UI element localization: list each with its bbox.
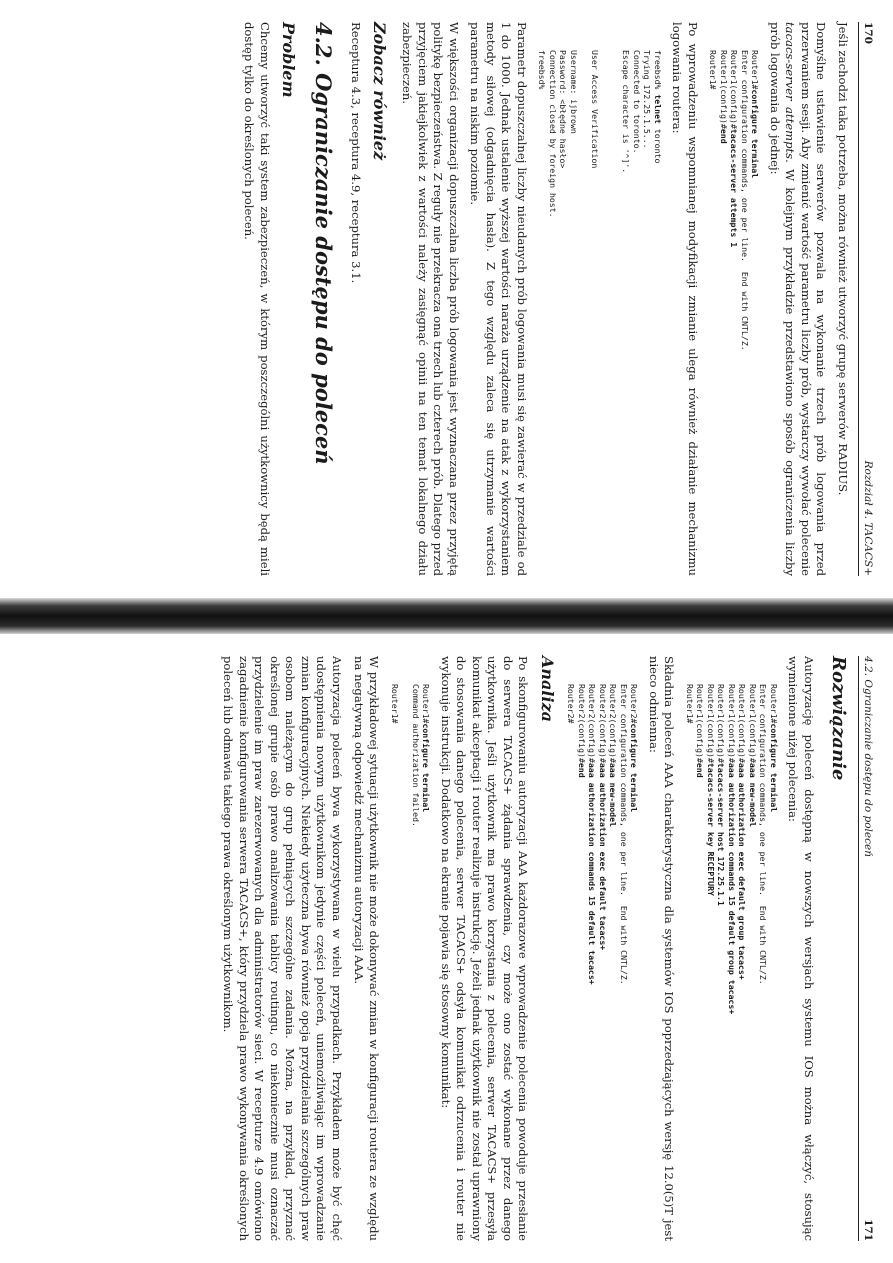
- code-line: Router1(config)#end: [718, 50, 729, 144]
- code-line: Router1#configure terminal: [750, 50, 761, 179]
- problem-text: Chcemy utworzyć taki system zabezpieczeń, w którym poszczególni użytkownicy będą mieli dostęp tylko do określonych poleceń.: [242, 22, 272, 576]
- code-line: [579, 50, 590, 576]
- code-block: [389, 684, 431, 1241]
- code-line: Router1(config)#tacacs-server key RECEPTURY: [705, 684, 716, 896]
- paragraph: W przykładowej sytuacji użytkownik nie może dokonywać zmian w konfiguracji routera ze względu na negatywną odpowiedź mechanizmu autoryzacji AAA.: [351, 656, 382, 1241]
- problem-heading: Problem: [279, 22, 299, 98]
- paragraph: Jeśli zachodzi taka potrzeba, można również utworzyć grupę serwerów RADIUS.: [835, 22, 850, 496]
- code-line: Enter configuration commands, one per line. End with CNTL/Z.: [618, 684, 629, 985]
- code-line: Router2(config)#end: [576, 684, 587, 778]
- page-170: [0, 0, 893, 598]
- code-line: Connection closed by foreign host.: [547, 50, 558, 218]
- code-line: Trying 172.25.1.5...: [642, 50, 653, 149]
- see-also-text: Receptura 4.3, receptura 4.9, receptura 3.1.: [349, 22, 364, 284]
- code-line: Enter configuration commands, one per line. End with CNTL/Z.: [739, 50, 750, 351]
- paragraph: Składnia poleceń AAA charakterystyczna dla systemów IOS poprzedzających wersję 12.0(5)T jest nieco odmienna:: [646, 656, 677, 1241]
- code-line: Router1#configure terminal: [768, 684, 779, 813]
- page-number: 171: [862, 1219, 874, 1241]
- book-gutter: [0, 598, 893, 634]
- code-line: Router1(config)#end: [695, 684, 706, 778]
- code-line: Router1#: [708, 50, 719, 90]
- code-line: Router2#configure terminal: [629, 684, 640, 813]
- code-line: freebsd% telnet toronto: [652, 50, 663, 164]
- code-line: Command authorization failed.: [410, 684, 421, 827]
- code-line: Password: <błędne hasło>: [558, 50, 569, 169]
- paragraph: Parametr dopuszczalnej liczby nieudanych prób logowania musi się zawierać w przedziale od 1 do 1000. Jednak ustalenie wyższej wartości naraża urządzenie na atak z wykorzystaniem metody siłowej (odgadnięcia hasła). Z tego względu zaleca się utrzymanie wartości parametru na niskim poziomie.: [468, 22, 529, 576]
- analysis-heading: Analiza: [537, 656, 557, 723]
- command-term: tacacs-server attempts: [783, 22, 798, 160]
- code-line: [400, 684, 411, 1241]
- code-line: Username: ijbrown: [568, 50, 579, 134]
- code-line: Escape character is '^]'.: [621, 50, 632, 174]
- code-line: Router1(config)#aaa authorization commands 15 default group tacacs+: [726, 684, 737, 1015]
- section-running-title: 4.2. Ograniczanie dostępu do poleceń: [862, 656, 874, 857]
- paragraph: W większości organizacji dopuszczalna liczba prób logowania jest wyznaczana przez przyjętą politykę bezpieczeństwa. Z reguły nie przekracza ona trzech lub czterech prób. Dlatego przed przyjęciem jakiejkolwiek z wartości należy zasięgnąć opinii na ten temat lokalnego działu zabezpieczeń.: [400, 22, 461, 577]
- code-line: Router1#: [389, 684, 400, 724]
- code-line: Router1(config)#aaa authorization exec default group tacacs+: [737, 684, 748, 980]
- code-block: [684, 684, 779, 1241]
- code-line: Router1#configure terminal: [421, 684, 432, 813]
- page-number: 170: [862, 22, 874, 44]
- code-line: Router1(config)#tacacs-server attempts 1: [729, 50, 740, 248]
- code-line: Router1(config)#aaa new-model: [747, 684, 758, 827]
- solution-heading: Rozwiązanie: [827, 656, 849, 781]
- paragraph: Autoryzacja poleceń bywa wykorzystywana w wielu przypadkach. Przykładem może być chęć udostępnienia nowym użytkownikom jedynie części poleceń, uniemożliwiając im wprowadzanie zmian konfiguracyjnych. Niekiedy użyteczna bywa również opcja przydzielania szczególnych praw osobom należącym do grup pełniących szczególne zadania. Można, na przykład, przyznać określonej grupie osób prawo analizowania tablicy routingu, co niekoniecznie musi oznaczać przydzielenie im praw zarezerwowanych dla administratorów sieci. W recepturze 4.9 omówiono zagadnienie konfigurowania serwera TACACS+, który przydziela prawo wykonywania określonych poleceń lub odmawia takiego prawa określonym użytkownikom.: [221, 656, 345, 1241]
- code-line: Router2(config)#aaa authorization exec default tacacs+: [597, 684, 608, 951]
- code-line: [600, 50, 611, 576]
- paragraph: Domyślne ustawienie serwerów pozwala na wykonanie trzech prób logowania przed przerwaniem sesji. Aby zmienić wartość parametru liczby prób, wystarczy wywołać polecenie tacacs-server attempts. W kolejnym przykładzie przedstawiono sposób ograniczenia liczby prób logowania do jednej:: [767, 22, 829, 577]
- paragraph: Autoryzację poleceń dostępną w nowszych wersjach systemu IOS można włączyć, stosując wymienione niżej polecenia:: [786, 656, 816, 1241]
- code-line: freebsd%: [537, 50, 548, 90]
- page-171: [0, 634, 893, 1263]
- paragraph: Po skonfigurowaniu autoryzacji AAA każdorazowe wprowadzenie polecenia powoduje przesłanie do serwera TACACS+ żądania sprawdzenia, czy może ono zostać wykonane przez danego użytkownika. Jeśli użytkownik ma prawo korzystania z polecenia, serwer TACACS+ przesyła komunikat akceptacji i router realizuje instrukcję. Jeżeli jednak użytkownik nie został uprawniony do stosowania danego polecenia, serwer TACACS+ odsyła komunikat odrzucenia i router nie wykonuje instrukcji. Dodatkowo na ekranie pojawia się stosowny komunikat:: [438, 656, 531, 1241]
- code-line: Connected to toronto.: [631, 50, 642, 154]
- see-also-heading: Zobacz również: [370, 22, 390, 161]
- code-block: [708, 50, 761, 576]
- code-line: Router2#: [566, 684, 577, 724]
- code-line: User Access Verification: [589, 50, 600, 169]
- chapter-title: Rozdział 4. TACACS+: [862, 460, 874, 576]
- code-block: [566, 684, 640, 1241]
- section-heading: 4.2. Ograniczanie dostępu do poleceń: [311, 22, 337, 465]
- code-line: [610, 50, 621, 576]
- running-header: [858, 22, 875, 576]
- code-line: Router1(config)#tacacs-server host 172.25.1.1: [716, 684, 727, 906]
- code-line: Router2(config)#aaa authorization commands 15 default tacacs+: [587, 684, 598, 985]
- code-line: Router1#: [684, 684, 695, 724]
- running-header: [858, 656, 875, 1241]
- code-block: [537, 50, 663, 576]
- paragraph: Po wprowadzeniu wspomnianej modyfikacji zmianie ulega również działanie mechanizmu logowania routera:: [670, 22, 700, 576]
- code-line: Router2(config)#aaa new-model: [608, 684, 619, 827]
- code-line: Enter configuration commands, one per line. End with CNTL/Z.: [758, 684, 769, 985]
